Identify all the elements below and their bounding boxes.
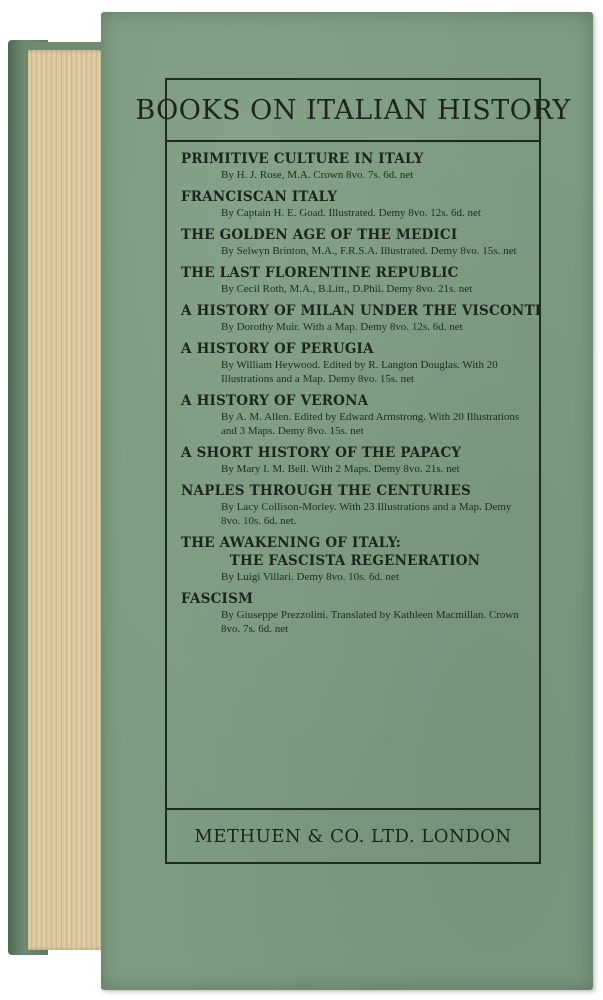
- book-entry: [181, 534, 529, 584]
- book-detail: By William Heywood. Edited by R. Langton Douglas. With 20 Illustrations and a Map. Demy 8vo. 15s. net: [221, 359, 498, 385]
- book-title: A SHORT HISTORY OF THE PAPACY: [181, 445, 462, 461]
- book-title: PRIMITIVE CULTURE IN ITALY: [181, 151, 424, 167]
- dust-jacket-back: [101, 12, 593, 990]
- book-detail: By Mary I. M. Bell. With 2 Maps. Demy 8vo. 21s. net: [221, 463, 460, 475]
- book-entry: [181, 392, 529, 438]
- book-list: [181, 150, 542, 642]
- book-title: THE LAST FLORENTINE REPUBLIC: [181, 265, 459, 281]
- book-entry: [181, 482, 529, 528]
- publisher-imprint: METHUEN & CO. LTD. LONDON: [194, 825, 512, 847]
- book-entry: [181, 150, 529, 182]
- book-detail: By Dorothy Muir. With a Map. Demy 8vo. 12s. 6d. net: [221, 321, 463, 333]
- publisher-panel: [167, 808, 539, 862]
- book-title: FRANCISCAN ITALY: [181, 189, 338, 205]
- book-title: FASCISM: [181, 591, 254, 607]
- book-entry: [181, 444, 529, 476]
- book-entry: [181, 302, 542, 334]
- book-title: A HISTORY OF PERUGIA: [181, 341, 374, 357]
- book-detail: By H. J. Rose, M.A. Crown 8vo. 7s. 6d. net: [221, 169, 414, 181]
- book-title: THE GOLDEN AGE OF THE MEDICI: [181, 227, 458, 243]
- book-entry: [181, 226, 529, 258]
- book-detail: By A. M. Allen. Edited by Edward Armstrong. With 20 Illustrations and 3 Maps. Demy 8vo. 15s. net: [221, 411, 520, 437]
- book-detail: By Selwyn Brinton, M.A., F.R.S.A. Illustrated. Demy 8vo. 15s. net: [221, 245, 517, 257]
- advert-frame: [135, 78, 571, 864]
- book-entry: [181, 264, 529, 296]
- page-edges: [28, 50, 106, 950]
- book-title: THE AWAKENING OF ITALY:: [181, 535, 401, 551]
- book-entry: [181, 340, 529, 386]
- advert-heading: BOOKS ON ITALIAN HISTORY: [135, 94, 571, 126]
- book-detail: By Giuseppe Prezzolini. Translated by Kathleen Macmillan. Crown 8vo. 7s. 6d. net: [221, 609, 519, 635]
- book-detail: By Captain H. E. Goad. Illustrated. Demy 8vo. 12s. 6d. net: [221, 207, 481, 219]
- book-entry: [181, 188, 529, 220]
- book-detail: By Cecil Roth, M.A., B.Litt., D.Phil. Demy 8vo. 21s. net: [221, 283, 473, 295]
- book-detail: By Lacy Collison-Morley. With 23 Illustrations and a Map. Demy 8vo. 10s. 6d. net.: [221, 501, 512, 527]
- book-title: A HISTORY OF VERONA: [181, 393, 369, 409]
- book-title: NAPLES THROUGH THE CENTURIES: [181, 483, 471, 499]
- book-subtitle: THE FASCISTA REGENERATION: [229, 553, 481, 569]
- heading-panel: [135, 80, 571, 142]
- book-title: A HISTORY OF MILAN UNDER THE VISCONTI: [181, 303, 542, 319]
- book-entry: [181, 590, 529, 636]
- book-detail: By Luigi Villari. Demy 8vo. 10s. 6d. net: [221, 571, 399, 583]
